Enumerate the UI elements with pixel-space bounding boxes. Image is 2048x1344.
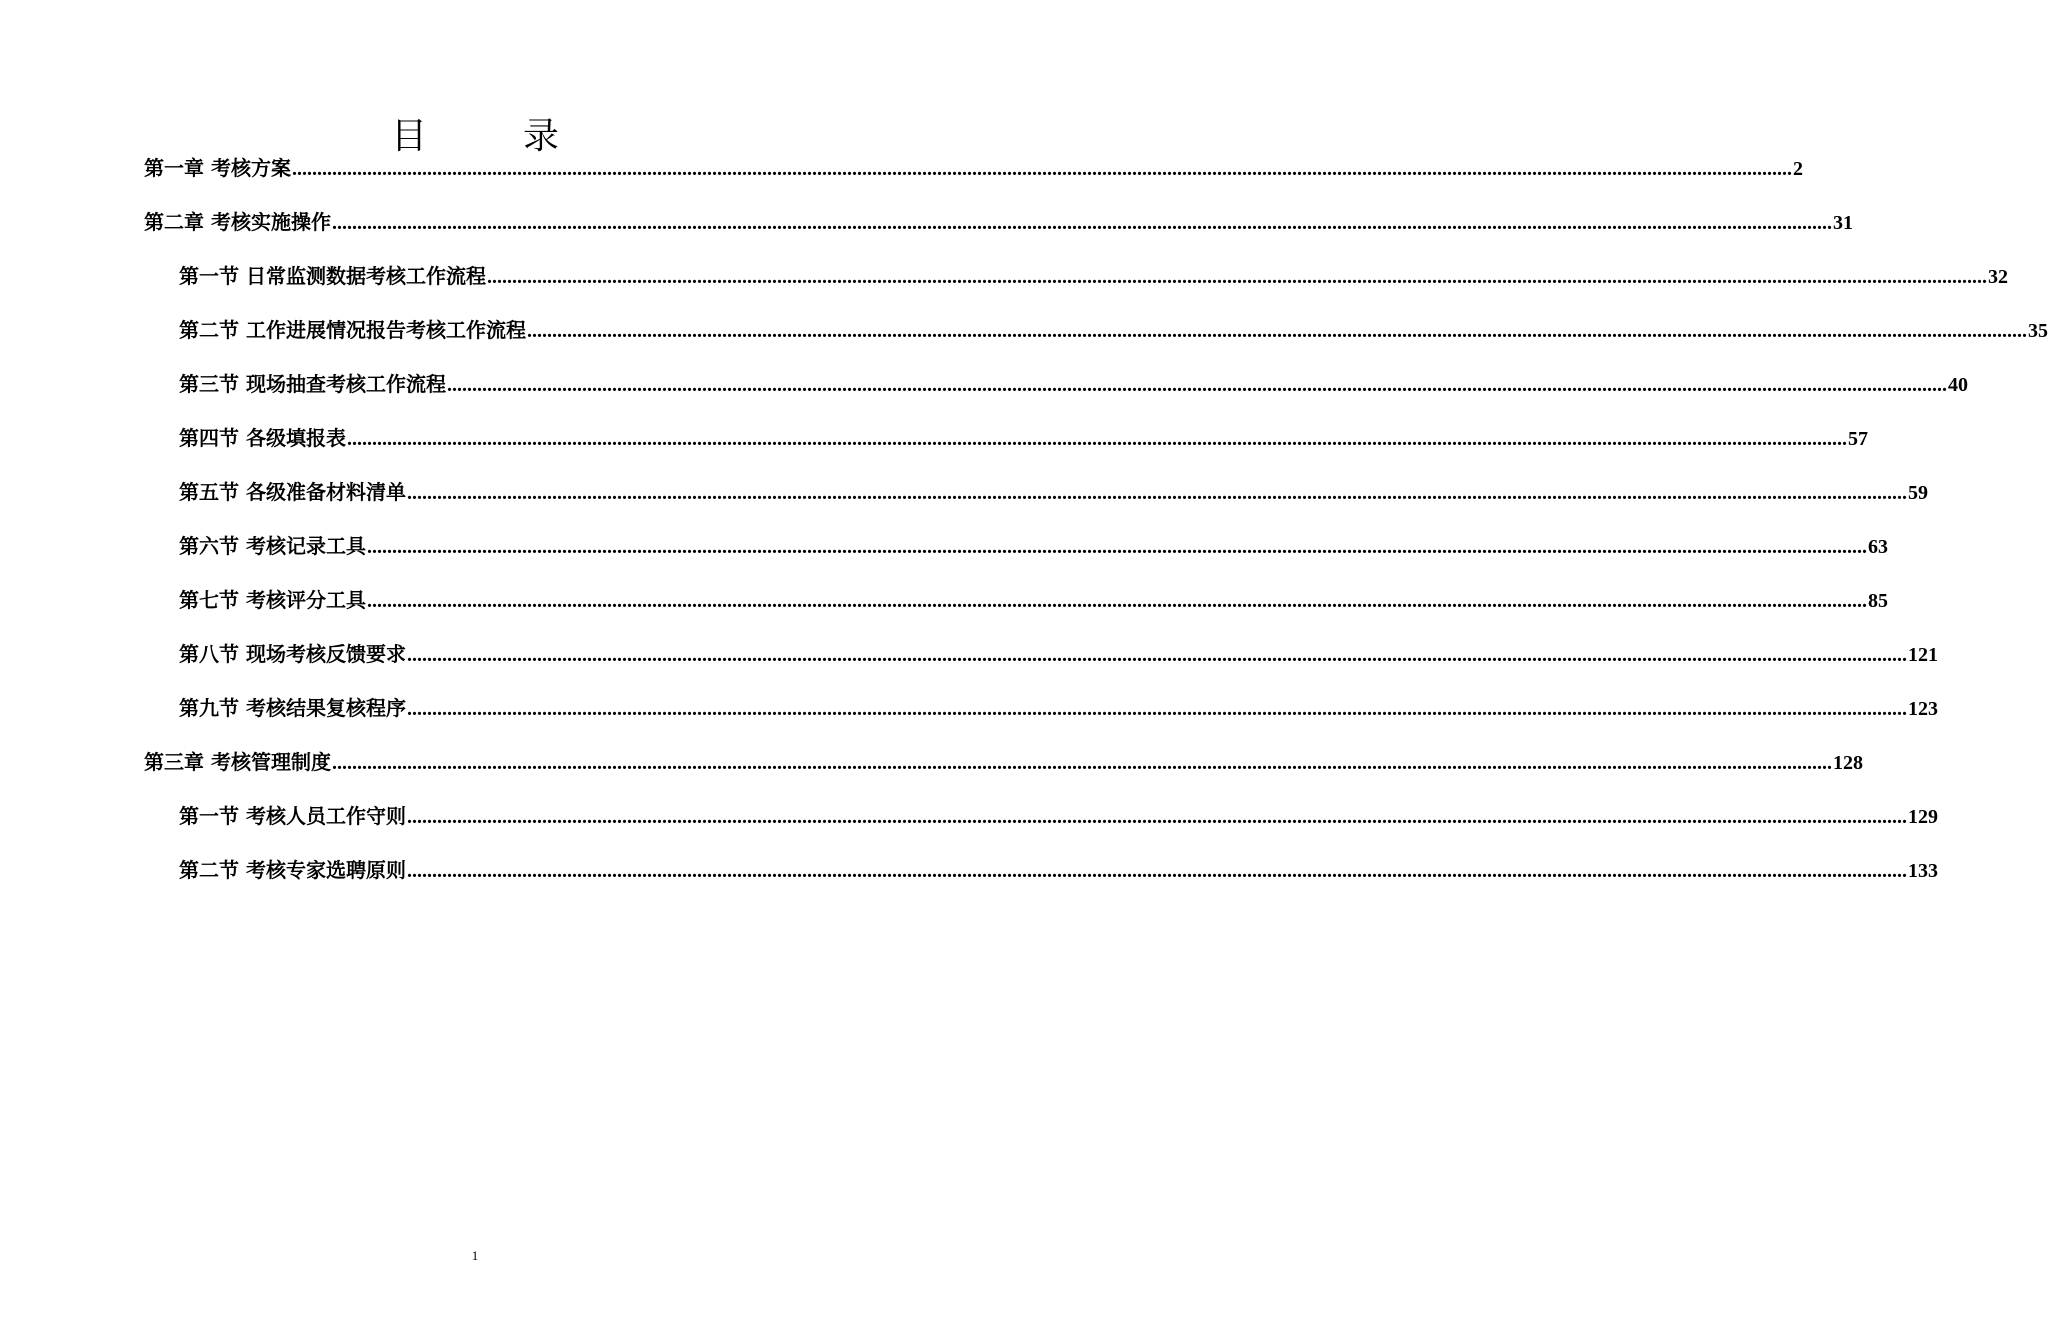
toc-entry-page: 2 bbox=[1792, 158, 1803, 180]
toc-entry-section-2-5[interactable] bbox=[179, 478, 1928, 506]
toc-entry-section-3-2[interactable] bbox=[179, 856, 1938, 884]
toc-entry-label: 第九节 考核结果复核程序 bbox=[179, 696, 406, 720]
toc-entry-page: 40 bbox=[1947, 374, 1968, 396]
toc-entry-section-2-8[interactable] bbox=[179, 640, 1938, 668]
toc-entry-label: 第一节 日常监测数据考核工作流程 bbox=[179, 264, 486, 288]
toc-dot-leader: ............................................................................................................................................................................................................................................................................................................ bbox=[406, 806, 1907, 828]
toc-entry-label: 第四节 各级填报表 bbox=[179, 426, 346, 450]
toc-dot-leader: ............................................................................................................................................................................................................................................................................................................ bbox=[366, 590, 1867, 612]
toc-dot-leader: ............................................................................................................................................................................................................................................................................................................ bbox=[331, 752, 1832, 774]
toc-entry-section-2-9[interactable] bbox=[179, 694, 1938, 722]
toc-entry-page: 121 bbox=[1907, 644, 1938, 666]
toc-entry-label: 第六节 考核记录工具 bbox=[179, 534, 366, 558]
toc-entry-label: 第二节 考核专家选聘原则 bbox=[179, 858, 406, 882]
toc-dot-leader: ............................................................................................................................................................................................................................................................................................................ bbox=[406, 860, 1907, 882]
toc-entry-page: 63 bbox=[1867, 536, 1888, 558]
toc-dot-leader: ............................................................................................................................................................................................................................................................................................................ bbox=[346, 428, 1847, 450]
toc-entry-label: 第二节 工作进展情况报告考核工作流程 bbox=[179, 318, 526, 342]
toc-dot-leader: ............................................................................................................................................................................................................................................................................................................ bbox=[406, 482, 1907, 504]
toc-entry-page: 129 bbox=[1907, 806, 1938, 828]
toc-dot-leader: ............................................................................................................................................................................................................................................................................................................ bbox=[291, 158, 1792, 180]
toc-entry-page: 85 bbox=[1867, 590, 1888, 612]
toc-entry-label: 第七节 考核评分工具 bbox=[179, 588, 366, 612]
page-number: 1 bbox=[471, 1248, 479, 1263]
toc-entry-section-2-2[interactable] bbox=[179, 316, 2048, 344]
toc-entry-page: 59 bbox=[1907, 482, 1928, 504]
toc-entry-section-2-7[interactable] bbox=[179, 586, 1888, 614]
toc-entry-page: 57 bbox=[1847, 428, 1868, 450]
toc-entry-section-2-1[interactable] bbox=[179, 262, 2008, 290]
toc-entry-section-3-1[interactable] bbox=[179, 802, 1938, 830]
toc-entry-page: 133 bbox=[1907, 860, 1938, 882]
toc-entry-section-2-4[interactable] bbox=[179, 424, 1868, 452]
toc-dot-leader: ............................................................................................................................................................................................................................................................................................................ bbox=[446, 374, 1947, 396]
toc-entry-label: 第一章 考核方案 bbox=[144, 156, 291, 180]
toc-entry-label: 第八节 现场考核反馈要求 bbox=[179, 642, 406, 666]
toc-entry-label: 第二章 考核实施操作 bbox=[144, 210, 331, 234]
toc-dot-leader: ............................................................................................................................................................................................................................................................................................................ bbox=[366, 536, 1867, 558]
page-title: 目 录 bbox=[390, 116, 589, 157]
toc-dot-leader: ............................................................................................................................................................................................................................................................................................................ bbox=[331, 212, 1832, 234]
toc-entry-label: 第一节 考核人员工作守则 bbox=[179, 804, 406, 828]
toc-entry-label: 第三章 考核管理制度 bbox=[144, 750, 331, 774]
toc-entry-page: 35 bbox=[2027, 320, 2048, 342]
toc-dot-leader: ............................................................................................................................................................................................................................................................................................................ bbox=[486, 266, 1987, 288]
toc-entry-page: 32 bbox=[1987, 266, 2008, 288]
toc-entry-section-2-3[interactable] bbox=[179, 370, 1968, 398]
toc-entry-chapter-1[interactable] bbox=[144, 154, 1803, 182]
toc-entry-label: 第五节 各级准备材料清单 bbox=[179, 480, 406, 504]
toc-entry-page: 128 bbox=[1832, 752, 1863, 774]
toc-entry-chapter-3[interactable] bbox=[144, 748, 1863, 776]
toc-entry-label: 第三节 现场抽查考核工作流程 bbox=[179, 372, 446, 396]
toc-entry-section-2-6[interactable] bbox=[179, 532, 1888, 560]
toc-dot-leader: ............................................................................................................................................................................................................................................................................................................ bbox=[406, 644, 1907, 666]
toc-entry-chapter-2[interactable] bbox=[144, 208, 1853, 236]
toc-entry-page: 123 bbox=[1907, 698, 1938, 720]
toc-dot-leader: ............................................................................................................................................................................................................................................................................................................ bbox=[526, 320, 2027, 342]
toc-entry-page: 31 bbox=[1832, 212, 1853, 234]
toc-dot-leader: ............................................................................................................................................................................................................................................................................................................ bbox=[406, 698, 1907, 720]
